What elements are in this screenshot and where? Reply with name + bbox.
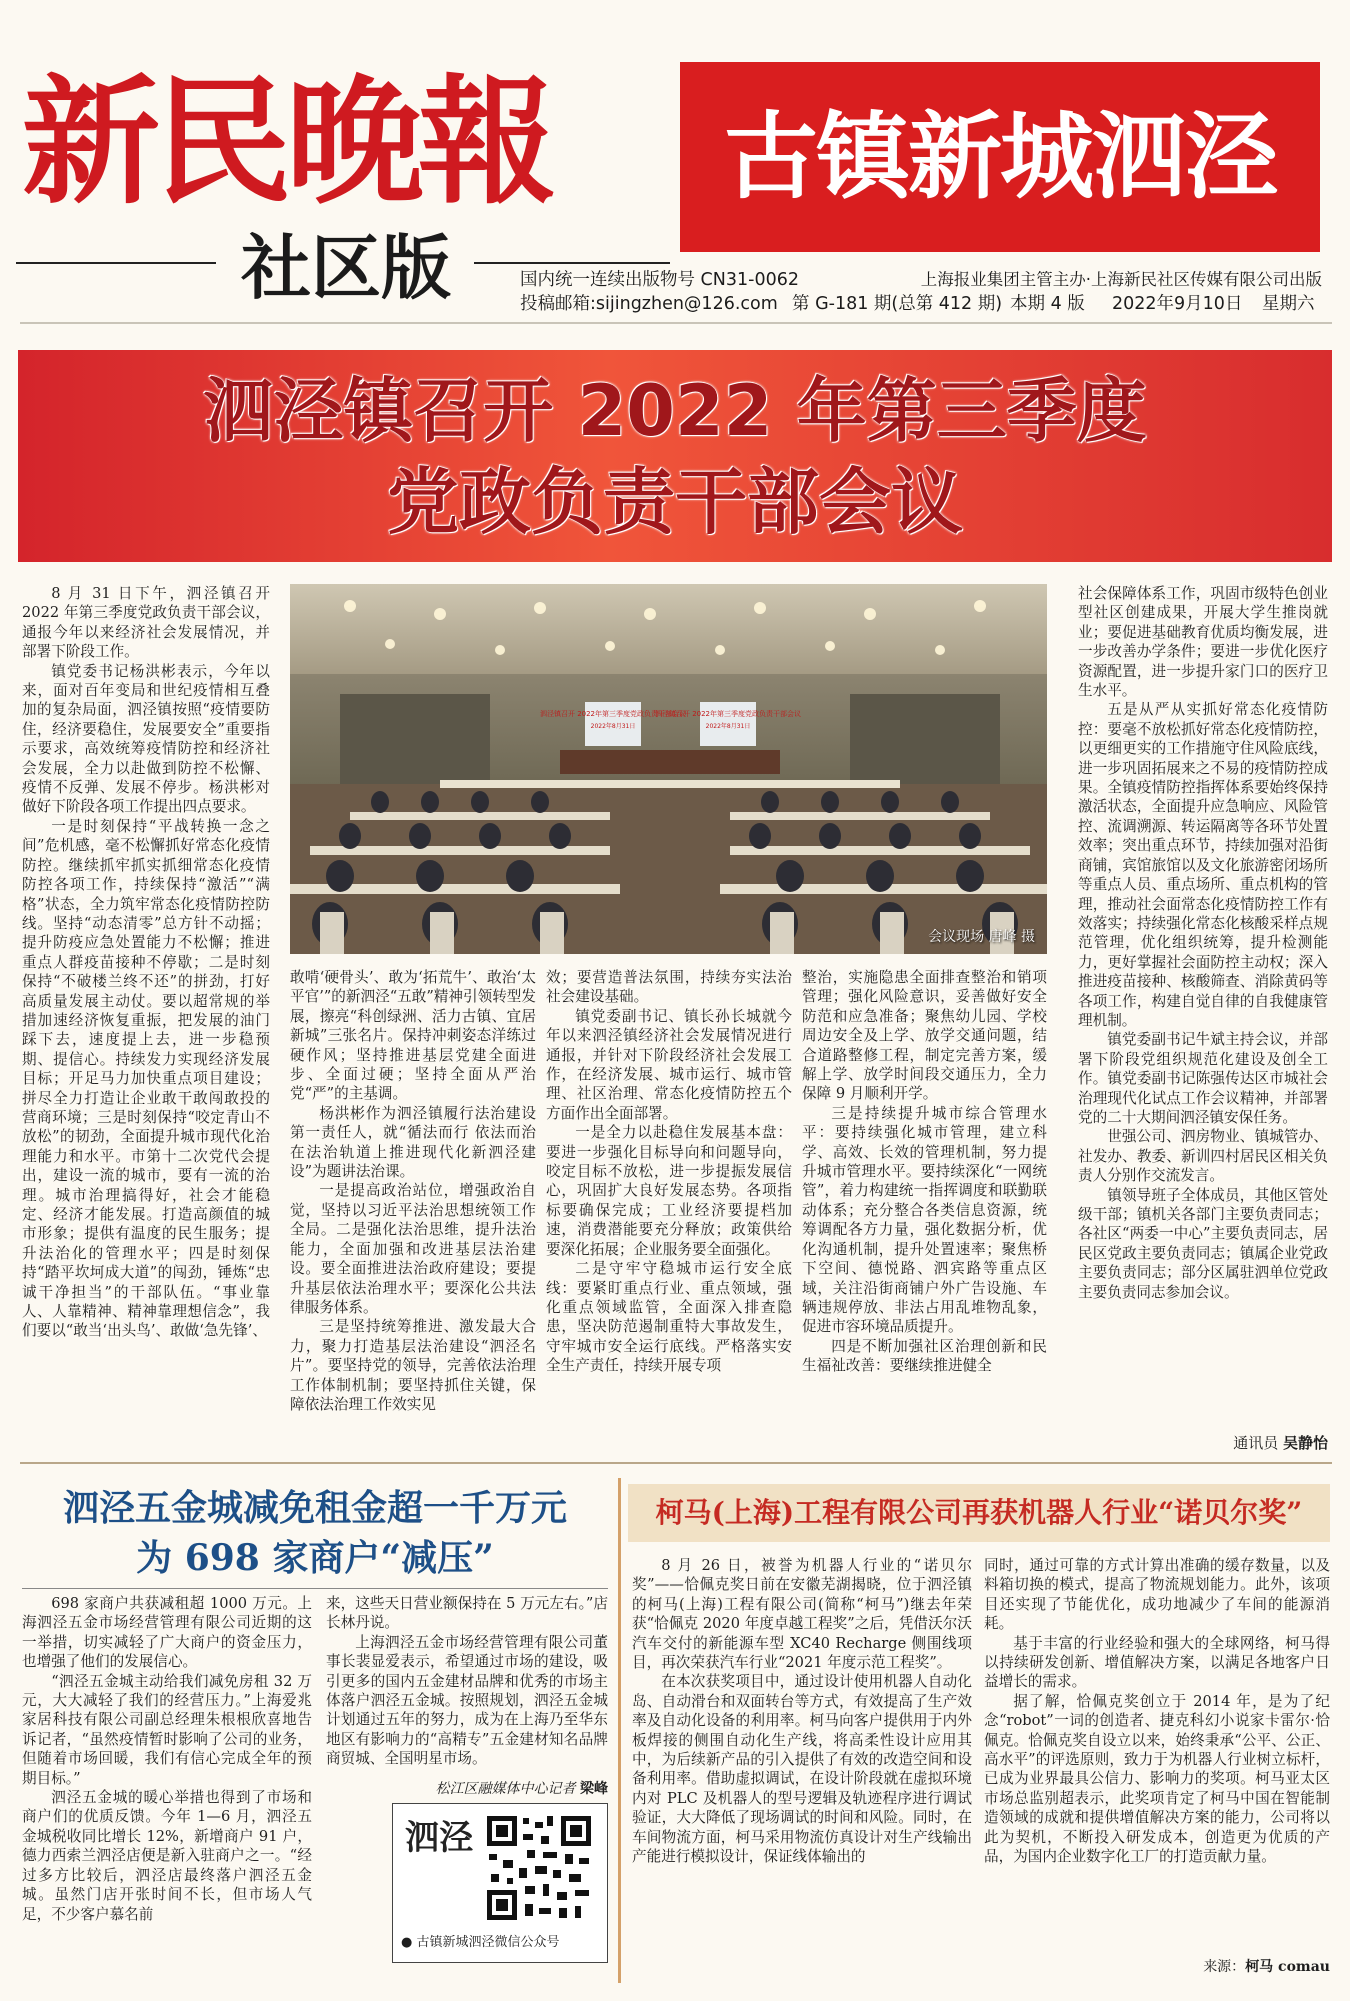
paragraph: 镇党委书记杨洪彬表示，今年以来，面对百年变局和世纪疫情相互叠加的复杂局面，泗泾镇按照“疫情要防住，经济要稳住，发展要安全”重要指示要求，高效统筹疫情防控和经济社会发展，全力以赴做到防控不松懈、疫情不反弹、发展不停步。杨洪彬对做好下阶段各项工作提出四点要求。: [22, 662, 270, 816]
masthead-divider: [20, 322, 1332, 324]
story-right-source: 来源：柯马 comau: [1203, 1959, 1330, 1975]
publication-number: 国内统一连续出版物号 CN31-0062: [520, 270, 799, 290]
paragraph: 8 月 31 日下午，泗泾镇召开 2022 年第三季度党政负责干部会议，通报今年以来经济社会发展情况，并部署下阶段工作。: [22, 585, 270, 661]
story-left-byline: 松江区融媒体中心记者 梁峰: [435, 1781, 608, 1797]
story-right-column-2: [984, 1556, 1330, 1954]
qr-code-icon[interactable]: [483, 1812, 595, 1924]
qr-caption: ● 古镇新城泗泾微信公众号: [401, 1935, 560, 1950]
paragraph: 杨洪彬作为泗泾镇履行法治建设第一责任人，就“循法而行 依法而治 在法治轨道上推进现代化新泗泾建设”为题讲法治课。: [290, 1104, 536, 1181]
lead-left-column: [22, 584, 270, 1454]
paragraph: 698 家商户共获减租超 1000 万元。上海泗泾五金市场经营管理有限公司近期的这一举措，切实减轻了广大商户的资金压力，也增强了他们的发展信心。: [22, 1595, 312, 1671]
paragraph: 在本次获奖项目中，通过设计使用机器人自动化岛、自动滑台和双面转台等方式，有效提高了生产效率及自动化设备的利用率。柯马向客户提供用于内外板焊接的侧围自动化生产线，将高柔性设计应用其中，为后续新产品的引入提供了有效的改造空间和设备利用率。借助虚拟调试，在设计阶段就在虚拟环境内对 PLC 及机器人的型号逻辑及轨迹程序进行调试验证，大大降低了现场调试的时间和风险。同时，在车间物流方面，柯马采用物流仿真设计对生产线输出产能进行模拟设计，保证线体输出的: [632, 1673, 972, 1866]
paragraph: 三是持续提升城市综合管理水平：要持续强化城市管理，建立科学、高效、长效的管理机制，努力提升城市管理水平。要持续深化“一网统管”，着力构建统一指挥调度和联勤联动体系；充分整合各类信息资源，统筹调配各方力量，强化数据分析，优化沟通机制，提升处置速率；聚焦桥下空间、德悦路、泗宾路等重点区域，关注沿街商铺户外广告设施、车辆违规停放、非法占用乱堆物乱象，促进市容环境品质提升。: [802, 1104, 1047, 1336]
banner-text-right: 泗泾镇召开 2022年第三季度党政负责干部会议: [654, 710, 802, 718]
banner-date-right: 2022年8月31日: [705, 723, 751, 730]
paragraph: 一是提高政治站位，增强政治自觉，坚持以习近平法治思想统领工作全局。二是强化法治思维，提升法治能力，全面加强和改进基层法治建设。要全面推进法治政府建设；要提升基层依法治理水平；要深化公共法律服务体系。: [290, 1182, 536, 1316]
paragraph: 世强公司、泗房物业、镇城管办、社发办、教委、新训四村居民区相关负责人分别作交流发言。: [1078, 1128, 1328, 1185]
paragraph: 来，这些天日营业额保持在 5 万元左右。”店长林丹说。: [326, 1595, 608, 1632]
lead-byline: 通讯员 吴静怡: [1233, 1434, 1328, 1452]
masthead-rule-left: [16, 262, 216, 264]
lead-mid-column-1: [290, 968, 536, 1454]
wechat-qr-card: [392, 1803, 608, 1963]
story-right-column-1: [632, 1556, 972, 1976]
issue-weekday: 星期六: [1262, 294, 1315, 314]
paragraph: 镇党委副书记牛斌主持会议，并部署下阶段党组织规范化建设及创全工作。镇党委副书记陈强传达区市城社会治理现代化试点工作会议精神，并部署党的二十大期间泗泾镇安保任务。: [1078, 1031, 1328, 1126]
paragraph: 效；要营造普法氛围，持续夯实法治社会建设基础。: [546, 969, 792, 1006]
story-left-column-2: [326, 1594, 608, 1772]
lead-right-column: [1078, 584, 1328, 1428]
lead-mid-column-3: [802, 968, 1047, 1454]
paragraph: 同时，通过可靠的方式计算出准确的缓存数量，以及料箱切换的模式，提高了物流规划能力。此外，该项目还实现了节能优化，成功地减少了车间的能源消耗。: [984, 1557, 1330, 1633]
publisher-line: 上海报业集团主管主办·上海新民社区传媒有限公司出版: [920, 270, 1322, 289]
paragraph: 据了解，恰佩克奖创立于 2014 年，是为了纪念“robot”一词的创造者、捷克科幻小说家卡雷尔·恰佩克。恰佩克奖自设立以来，始终秉承“公平、公正、高水平”的评选原则，致力于为机器人行业树立标杆，已成为业界最具公信力、影响力的奖项。柯马亚太区市场总监别超表示，此奖项肯定了柯马中国在智能制造领域的成就和提供增值解决方案的能力，公司将以此为契机，不断投入研发成本，创造更为优质的产品，为国内企业数字化工厂的打造贡献力量。: [984, 1692, 1330, 1866]
paragraph: 一是全力以赴稳住发展基本盘：要进一步强化目标导向和问题导向，咬定目标不放松，进一步提振发展信心，巩固扩大良好发展态势。各项指标要确保完成；工业经济要提档加速，消费潜能要充分释放；政策供给要深化拓展；企业服务要全面强化。: [546, 1124, 792, 1258]
paragraph: 五是从严从实抓好常态化疫情防控：要毫不放松抓好常态化疫情防控，以更细更实的工作措施守住风险底线，进一步巩固拓展来之不易的疫情防控成果。全镇疫情防控指挥体系要始终保持激活状态，全面提升应急响应、风险管控、流调溯源、转运隔离等各环节处置效率；突出重点环节，持续加强对沿街商铺，宾馆旅馆以及文化旅游密闭场所等重点人员、重点场所、重点机构的管理，推动社会面常态化疫情防控工作有效落实；持续强化常态化核酸采样点规范管理，优化组织统筹，提升检测能力，更好掌握社会面防控主动权；深入推进疫苗接种、核酸筛查、消除黄码等各项工作，构建自觉自律的自我健康管理机制。: [1078, 701, 1328, 1029]
story-left-column-1: [22, 1594, 312, 1976]
paragraph: 二是守牢守稳城市运行安全底线：要紧盯重点行业、重点领域，强化重点领域监管，全面深入排查隐患，坚决防范遏制重特大事故发生，守牢城市安全运行底线。严格落实安全生产责任，持续开展专项: [546, 1260, 792, 1375]
section-divider: [20, 1462, 1332, 1464]
paragraph: 四是不断加强社区治理创新和民生福祉改善：要继续推进健全: [802, 1337, 1047, 1375]
lead-mid-column-2: [546, 968, 792, 1454]
photo-caption: 会议现场 唐峰 摄: [928, 929, 1035, 945]
story-left-rule: [22, 1588, 608, 1589]
masthead-rule-right: [474, 262, 670, 264]
paragraph: 泗泾五金城的暖心举措也得到了市场和商户们的优质反馈。今年 1—6 月，泗泾五金城税收同比增长 12%，新增商户 91 户，德力西索兰泗泾店便是新入驻商户之一。“经过多方比较后，泗泾店最终落户泗泾五金城。虽然门店开张时间不长，但市场人气足，不少客户慕名前: [22, 1789, 312, 1923]
submission-email: 投稿邮箱:sijingzhen@126.com: [520, 294, 778, 314]
paragraph: 敢啃‘硬骨头’、敢为‘拓荒牛’、敢治‘太平官’”的新泗泾“五敢”精神引领转型发展，擦亮“科创绿洲、活力古镇、宜居新城”三张名片。保持冲刺姿态洋练过硬作风；坚持推进基层党建全面进步、全面过硬；坚持全面从严治党“严”的主基调。: [290, 969, 536, 1103]
meeting-hall-illustration: [290, 584, 1047, 954]
lead-headline-line1: 泗泾镇召开 2022 年第三季度: [203, 370, 1147, 452]
issue-date: 2022年9月10日: [1112, 294, 1243, 314]
paragraph: 整治，实施隐患全面排查整治和销项管理；强化风险意识，妥善做好安全防范和应急准备；聚焦幼儿园、学校周边安全及上学、放学交通问题，结合道路整修工程，制定完善方案，缓解上学、放学时间段交通压力，全力保障 9 月顺利开学。: [802, 969, 1047, 1103]
banner-date-left: 2022年8月31日: [590, 723, 636, 730]
paragraph: 社会保障体系工作，巩固市级特色创业型社区创建成果，开展大学生推岗就业；要促进基础教育优质均衡发展，进一步改善办学条件；要进一步优化医疗资源配置，进一步提升家门口的医疗卫生水平。: [1078, 585, 1328, 700]
paragraph: 基于丰富的行业经验和强大的全球网络，柯马得以持续研发创新、增值解决方案，以满足各地客户日益增长的需求。: [984, 1634, 1330, 1691]
paragraph: 上海泗泾五金市场经营管理有限公司董事长裴显爱表示，希望通过市场的建设，吸引更多的国内五金建材品牌和优秀的市场主体落户泗泾五金城。按照规划，泗泾五金城计划通过五年的努力，成为在上海乃至华东地区有影响力的“高精专”五金建材知名品牌商贸城、全国明星市场。: [326, 1633, 608, 1768]
paragraph: 一是时刻保持“平战转换一念之间”危机感，毫不松懈抓好常态化疫情防控。继续抓牢抓实抓细常态化疫情防控各项工作，持续保持“激活”“满格”状态，全力筑牢常态化疫情防控防线。坚持“动态清零”总方针不动摇；提升防疫应急处置能力不松懈；推进重点人群疫苗接种不停歇；二是时刻保持“不破楼兰终不还”的拼劲，打好高质量发展主动仗。要以超常规的举措加速经济恢复重振，把发展的油门踩下去，速度提上去，进一步稳预期、提信心。持续发力实现经济发展目标；开足马力加快重点项目建设；拼尽全力打造让企业敢干敢闯敢投的营商环境；三是时刻保持“咬定青山不放松”的韧劲，全面提升城市现代化治理能力和水平。市第十二次党代会提出，建设一流的城市，要有一流的治理。城市治理搞得好，社会才能稳定、经济才能发展。打造高颜值的城市形象；提供有温度的民生服务；提升法治化的管理水平；四是时刻保持“踏平坎坷成大道”的闯劲，锤炼“忠诚干净担当”的干部队伍。“事业靠人、人靠精神、精神靠理想信念”，我们要以“敢当‘出头鸟’、敢做‘急先锋’、: [22, 817, 270, 1340]
page-count: 本期 4 版: [1010, 294, 1085, 314]
edition-label: 社区版: [241, 227, 451, 309]
newspaper-title: 新民晚報: [22, 60, 551, 223]
banner-text-left: 泗泾镇召开 2022年第三季度党政负责干部会议: [539, 710, 687, 718]
paragraph: 镇党委副书记、镇长孙长城就今年以来泗泾镇经济社会发展情况进行通报，并针对下阶段经济社会发展工作，在经济发展、城市运行、城市管理、社区治理、常态化疫情防控五个方面作出全面部署。: [546, 1007, 792, 1122]
supplement-title: 古镇新城泗泾: [680, 62, 1320, 252]
lead-headline-line2: 党政负责干部会议: [386, 460, 963, 544]
paragraph: 镇领导班子全体成员，其他区管处级干部；镇机关各部门主要负责同志；各社区“两委一中心”主要负责同志，居民区党政主要负责同志；镇属企业党政主要负责同志；部分区属驻泗单位党政主要负责同志参加会议。: [1078, 1186, 1328, 1301]
brand-logo: 泗泾: [405, 1818, 473, 1858]
paragraph: 三是坚持统筹推进、激发最大合力，聚力打造基层法治建设“泗泾名片”。要坚持党的领导，完善依法治理工作体制机制；要坚持抓住关键，保障依法治理工作效实见: [290, 1318, 536, 1413]
story-left-title-line1: 泗泾五金城减免租金超一千万元: [62, 1487, 567, 1529]
story-right-title: 柯马(上海)工程有限公司再获机器人行业“诺贝尔奖”: [655, 1496, 1303, 1529]
issue-number: 第 G-181 期(总第 412 期): [792, 294, 1003, 314]
meeting-photo: [290, 584, 1047, 954]
story-left-title-line2: 为 698 家商户“减压”: [136, 1537, 494, 1579]
bottom-column-divider: [618, 1478, 621, 1983]
paragraph: 8 月 26 日，被誉为机器人行业的“诺贝尔奖”——恰佩克奖日前在安徽芜湖揭晓，位于泗泾镇的柯马(上海)工程有限公司(简称“柯马”)继去年荣获“恰佩克 2020 年度卓越工程奖”之后，凭借沃尔沃汽车交付的新能源车型 XC40 Recharge 侧围线项目，再次荣获汽车行业“2021 年度示范工程奖”。: [632, 1557, 972, 1672]
paragraph: “泗泾五金城主动给我们减免房租 32 万元，大大减轻了我们的经营压力。”上海爱兆家居科技有限公司副总经理朱根根欣喜地告诉记者，“虽然疫情暂时影响了公司的业务，但随着市场回暖，我们有信心完成全年的预期目标。”: [22, 1672, 312, 1787]
